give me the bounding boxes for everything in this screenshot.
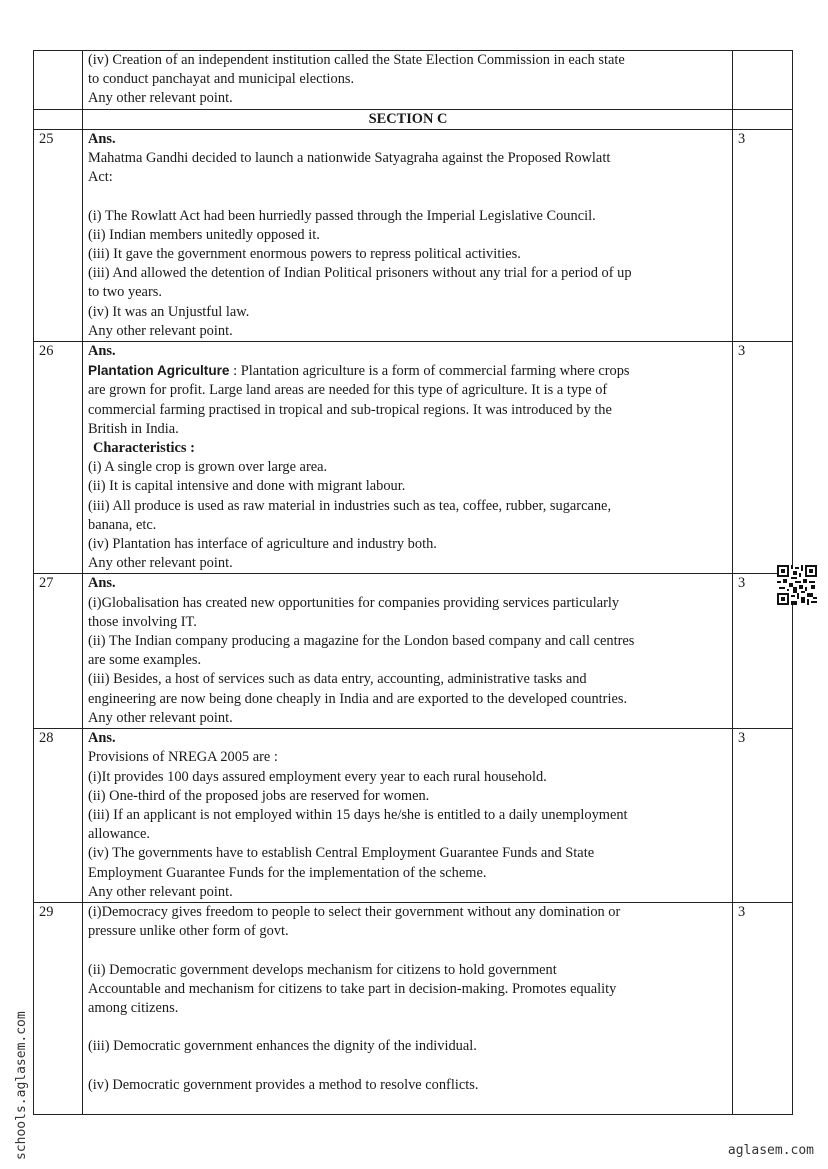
answer-line: (iv) Democratic government provides a method to resolve conflicts. bbox=[88, 1076, 479, 1093]
answer-line: to conduct panchayat and municipal elections. bbox=[88, 71, 355, 88]
marks-cell: 3 bbox=[733, 574, 793, 729]
answer-line: allowance. bbox=[88, 826, 150, 843]
answer-label: Ans. bbox=[88, 730, 116, 747]
section-blank-cell bbox=[733, 109, 793, 129]
answer-cell bbox=[83, 729, 733, 903]
answer-line: (i)Globalisation has created new opportunities for companies providing services particularly bbox=[88, 594, 620, 611]
marks-cell: 3 bbox=[733, 342, 793, 574]
question-number bbox=[34, 51, 83, 110]
answer-line bbox=[88, 1057, 728, 1076]
answer-line: banana, etc. bbox=[88, 516, 157, 533]
answer-line: (iv) It was an Unjustful law. bbox=[88, 303, 250, 320]
answer-line: those involving IT. bbox=[88, 613, 197, 630]
qr-code-icon[interactable] bbox=[777, 565, 817, 605]
question-row bbox=[34, 729, 793, 903]
answer-line: to two years. bbox=[88, 284, 162, 301]
answer-cell bbox=[83, 342, 733, 574]
answer-line: (iv) Plantation has interface of agriculture and industry both. bbox=[88, 536, 437, 553]
question-number: 26 bbox=[34, 342, 83, 574]
marks-cell: 3 bbox=[733, 729, 793, 903]
answer-cell bbox=[83, 574, 733, 729]
answer-line: engineering are now being done cheaply in India and are exported to the developed countries. bbox=[88, 690, 628, 707]
marks-cell: 3 bbox=[733, 129, 793, 341]
answer-line bbox=[88, 1095, 728, 1114]
answer-line: (i)Democracy gives freedom to people to select their government without any domination or bbox=[88, 903, 621, 920]
answer-cell bbox=[83, 902, 733, 1114]
answer-line: (ii) It is capital intensive and done with migrant labour. bbox=[88, 478, 406, 495]
side-watermark: schools.aglasem.com bbox=[14, 1011, 29, 1160]
answer-line: (iii) If an applicant is not employed within 15 days he/she is entitled to a daily unemployment bbox=[88, 806, 628, 823]
question-number: 28 bbox=[34, 729, 83, 903]
answer-line: (ii) Democratic government develops mechanism for citizens to hold government bbox=[88, 961, 557, 978]
answer-cell bbox=[83, 129, 733, 341]
section-heading: SECTION C bbox=[83, 109, 733, 129]
answer-line bbox=[88, 1018, 728, 1037]
answer-line: Any other relevant point. bbox=[88, 90, 233, 107]
answer-line: (iv) The governments have to establish Central Employment Guarantee Funds and State bbox=[88, 845, 595, 862]
answer-line: are grown for profit. Large land areas are needed for this type of agriculture. It is a type of bbox=[88, 382, 608, 399]
answer-line: Employment Guarantee Funds for the implementation of the scheme. bbox=[88, 864, 487, 881]
marks-cell: 3 bbox=[733, 902, 793, 1114]
question-number: 29 bbox=[34, 902, 83, 1114]
answer-cell bbox=[83, 51, 733, 110]
question-row bbox=[34, 902, 793, 1114]
answer-line: (iii) It gave the government enormous powers to repress political activities. bbox=[88, 246, 521, 263]
marks-cell bbox=[733, 51, 793, 110]
answer-line: Act: bbox=[88, 169, 113, 186]
defined-term: Plantation Agriculture bbox=[88, 363, 230, 379]
question-row bbox=[34, 574, 793, 729]
answer-line: (iv) Creation of an independent institution called the State Election Commission in each state bbox=[88, 52, 625, 68]
answer-line: among citizens. bbox=[88, 999, 179, 1016]
subheading: Characteristics : bbox=[93, 440, 195, 457]
answer-line: (iii) Democratic government enhances the dignity of the individual. bbox=[88, 1038, 477, 1055]
question-number: 27 bbox=[34, 574, 83, 729]
answer-line: (i) The Rowlatt Act had been hurriedly passed through the Imperial Legislative Council. bbox=[88, 207, 596, 224]
answer-line: (iii) Besides, a host of services such as data entry, accounting, administrative tasks and bbox=[88, 671, 587, 688]
definition-text: : Plantation agriculture is a form of commercial farming where crops bbox=[229, 363, 630, 380]
marking-scheme-table bbox=[33, 50, 793, 1115]
footer-watermark: aglasem.com bbox=[727, 1143, 814, 1158]
answer-line: (i) A single crop is grown over large area. bbox=[88, 459, 328, 476]
definition-line bbox=[88, 361, 728, 381]
answer-line: Provisions of NREGA 2005 are : bbox=[88, 749, 278, 766]
answer-line: are some examples. bbox=[88, 652, 202, 669]
answer-line bbox=[88, 941, 728, 960]
answer-line: Mahatma Gandhi decided to launch a nationwide Satyagraha against the Proposed Rowlatt bbox=[88, 150, 611, 167]
answer-line: Any other relevant point. bbox=[88, 322, 233, 339]
answer-line: Any other relevant point. bbox=[88, 883, 233, 900]
section-row bbox=[34, 109, 793, 129]
answer-label: Ans. bbox=[88, 130, 116, 147]
question-row bbox=[34, 129, 793, 341]
answer-line: Accountable and mechanism for citizens to take part in decision-making. Promotes equality bbox=[88, 980, 617, 997]
answer-line: (ii) The Indian company producing a magazine for the London based company and call centres bbox=[88, 633, 635, 650]
answer-line: (i)It provides 100 days assured employment every year to each rural household. bbox=[88, 768, 547, 785]
question-row bbox=[34, 51, 793, 110]
answer-line: pressure unlike other form of govt. bbox=[88, 923, 289, 940]
answer-line: (iii) All produce is used as raw material in industries such as tea, coffee, rubber, sugarcane, bbox=[88, 497, 612, 514]
answer-line: (ii) One-third of the proposed jobs are reserved for women. bbox=[88, 787, 430, 804]
answer-line bbox=[88, 187, 728, 206]
answer-line: (ii) Indian members unitedly opposed it. bbox=[88, 226, 320, 243]
answer-label: Ans. bbox=[88, 343, 116, 360]
section-blank-cell bbox=[34, 109, 83, 129]
answer-line: Any other relevant point. bbox=[88, 709, 233, 726]
answer-line: (iii) And allowed the detention of Indian Political prisoners without any trial for a period of up bbox=[88, 265, 632, 282]
answer-line: commercial farming practised in tropical and sub-tropical regions. It was introduced by the bbox=[88, 401, 612, 418]
question-row bbox=[34, 342, 793, 574]
answer-line: Any other relevant point. bbox=[88, 555, 233, 572]
question-number: 25 bbox=[34, 129, 83, 341]
answer-label: Ans. bbox=[88, 575, 116, 592]
answer-line: British in India. bbox=[88, 420, 179, 437]
